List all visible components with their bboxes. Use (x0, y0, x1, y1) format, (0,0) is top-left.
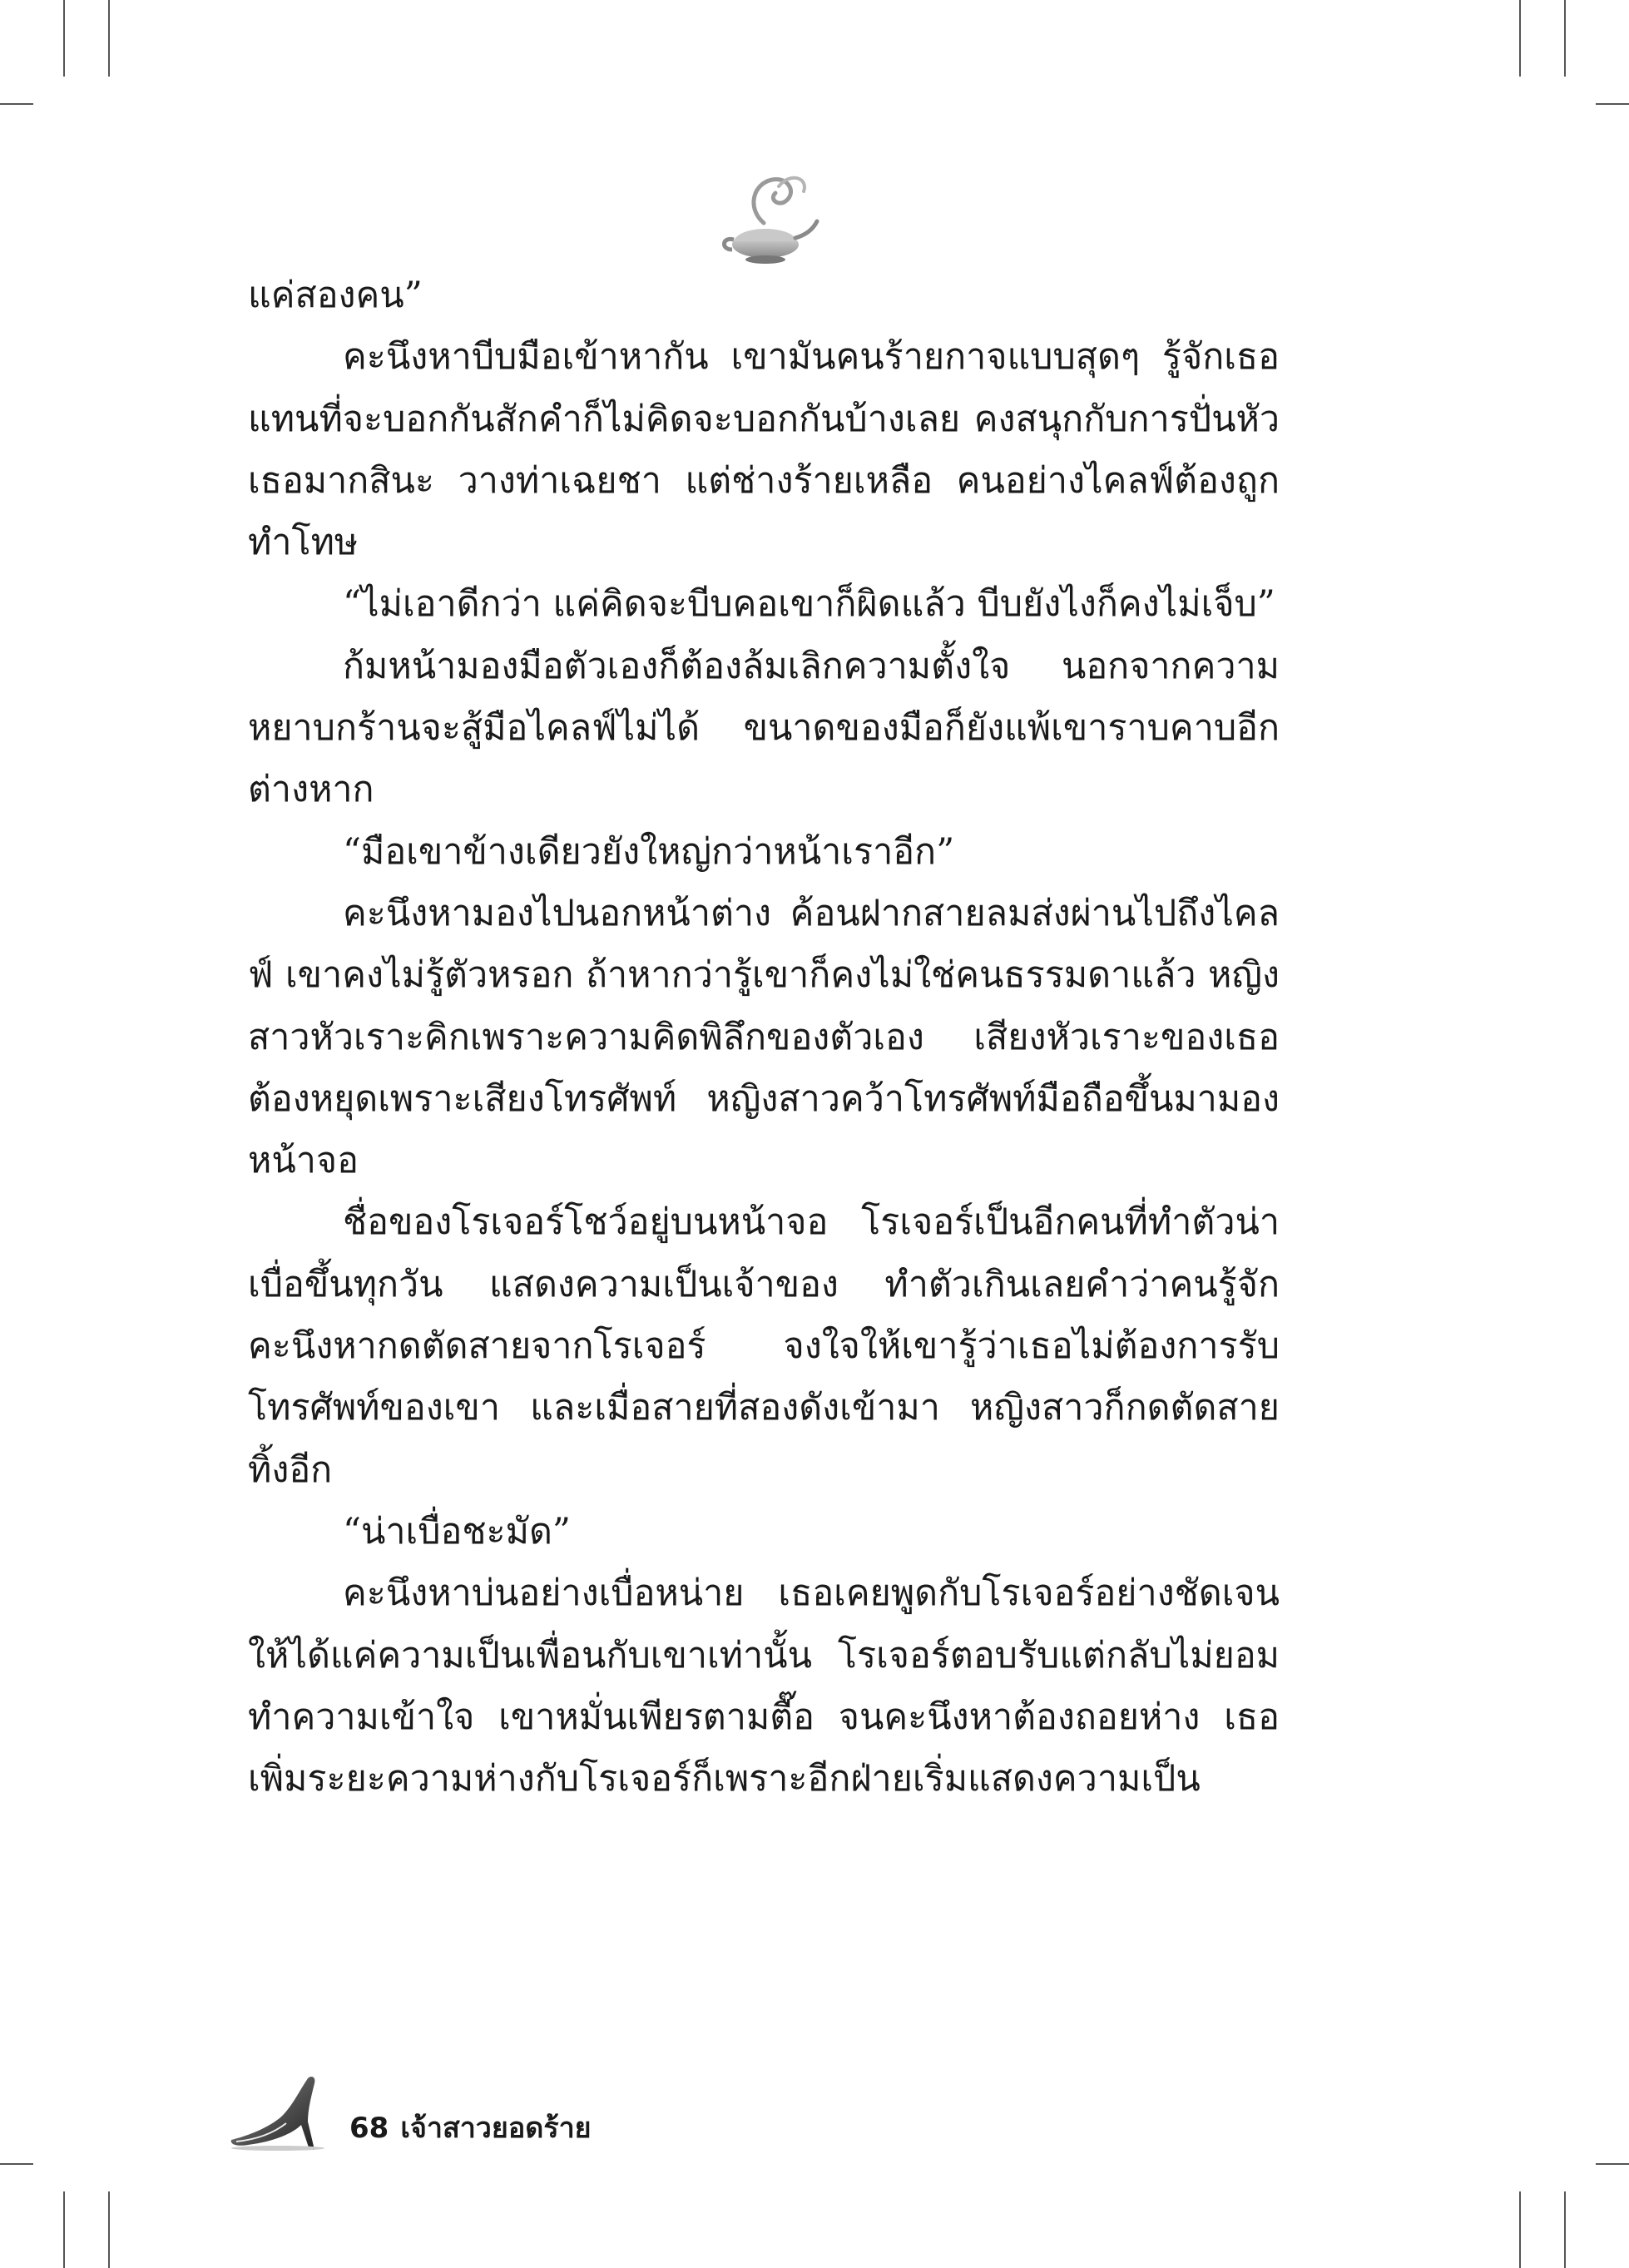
crop-mark (1596, 103, 1629, 105)
crop-mark (108, 0, 110, 77)
crop-mark (0, 103, 33, 105)
crop-mark (1564, 2191, 1566, 2268)
page-footer (349, 2105, 603, 2150)
paragraph: “ไม่เอาดีกว่า แค่คิดจะบีบคอเขาก็ผิดแล้ว บีบยังไงก็คงไม่เจ็บ” (343, 583, 1275, 626)
paragraph: ชื่อของโรเจอร์โชว์อยู่บนหน้าจอ โรเจอร์เป็นอีกคนที่ทำตัวน่าเบื่อขึ้นทุกวัน แสดงความเป็นเจ้าของ ทำตัวเกินเลยคำว่าคนรู้จัก คะนึงหากดตัดสายจากโรเจอร์ จงใจให้เขารู้ว่าเธอไม่ต้องการรับโทรศัพท์ของเขา และเมื่อสายที่สองดังเข้ามา หญิงสาวก็กดตัดสายทิ้งอีก (248, 1201, 1280, 1491)
crop-mark (1596, 2163, 1629, 2165)
paragraph: “น่าเบื่อชะมัด” (343, 1510, 571, 1552)
crop-mark (1564, 0, 1566, 77)
page-number: 68 (349, 2112, 389, 2145)
crop-mark (108, 2191, 110, 2268)
crop-mark (1519, 0, 1521, 77)
paragraph: คะนึงหาบีบมือเข้าหากัน เขามันคนร้ายกาจแบบสุดๆ รู้จักเธอแทนที่จะบอกกันสักคำก็ไม่คิดจะบอกกันบ้างเลย คงสนุกกับการปั่นหัวเธอมากสินะ วางท่าเฉยชา แต่ช่างร้ายเหลือ คนอย่างไคลฟ์ต้องถูกทำโทษ (248, 336, 1280, 564)
crop-mark (63, 2191, 65, 2268)
crop-mark (63, 0, 65, 77)
paragraph: “มือเขาข้างเดียวยังใหญ่กว่าหน้าเราอีก” (343, 830, 955, 873)
paragraph: ก้มหน้ามองมือตัวเองก็ต้องล้มเลิกความตั้งใจ นอกจากความหยาบกร้านจะสู้มือไคลฟ์ไม่ได้ ขนาดของมือก็ยังแพ้เขาราบคาบอีกต่างหาก (248, 645, 1280, 811)
teapot-swirl-icon (714, 163, 822, 271)
paragraph: คะนึงหาบ่นอย่างเบื่อหน่าย เธอเคยพูดกับโรเจอร์อย่างชัดเจนให้ได้แค่ความเป็นเพื่อนกับเขาเท่านั้น โรเจอร์ตอบรับแต่กลับไม่ยอมทำความเข้าใจ เขาหมั่นเพียรตามตื๊อ จนคะนึงหาต้องถอยห่าง เธอเพิ่มระยะความห่างกับโรเจอร์ก็เพราะอีกฝ่ายเริ่มแสดงความเป็น (248, 1572, 1280, 1800)
paragraph: แค่สองคน” (248, 275, 423, 316)
paragraph: คะนึงหามองไปนอกหน้าต่าง ค้อนฝากสายลมส่งผ่านไปถึงไคลฟ์ เขาคงไม่รู้ตัวหรอก ถ้าหากว่ารู้เขาก็คงไม่ใช่คนธรรมดาแล้ว หญิงสาวหัวเราะคิกเพราะความคิดพิลึกของตัวเอง เสียงหัวเราะของเธอต้องหยุดเพราะเสียงโทรศัพท์ หญิงสาวคว้าโทรศัพท์มือถือขึ้นมามองหน้าจอ (248, 892, 1280, 1182)
high-heel-shoe-icon (228, 2072, 344, 2152)
crop-mark (0, 2163, 33, 2165)
body-text (248, 265, 1280, 1810)
running-title: เจ้าสาวยอดร้าย (400, 2112, 592, 2145)
crop-mark (1519, 2191, 1521, 2268)
